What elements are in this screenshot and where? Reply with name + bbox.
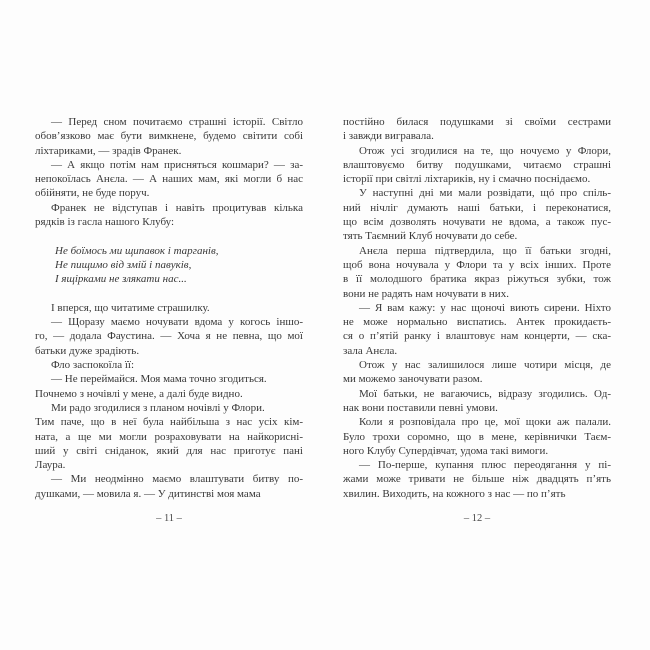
text-line: Тим паче, що в неї була найбільша з нас усіх кім- <box>35 416 303 429</box>
text-line: зала Анєла. <box>343 344 398 357</box>
text-line: го, — додала Фаустина. — Хоча я не певна, що мої <box>35 330 303 343</box>
text-line: Франек не відступав і навіть процитував кілька <box>51 201 303 214</box>
text-line: обійняти, не буде поруч. <box>35 187 150 200</box>
text-line: — Ми неодмінно маємо влаштувати битву по- <box>51 473 303 486</box>
text-line: непокоїлась Анєла. — А наших мам, які могли б нас <box>35 173 303 186</box>
text-line: ного Клубу Супердівчат, удома такі вимоги. <box>343 444 549 457</box>
text-line: І вперся, що читатиме страшилку. <box>51 301 210 314</box>
text-line: — Я вам кажу: у нас щоночі виють сирени. Ніхто <box>359 301 611 314</box>
text-line: вони не радять нам ночувати в них. <box>343 287 509 300</box>
text-line: Лаура. <box>35 459 66 472</box>
page-left <box>35 115 303 524</box>
text-line: — Щоразу маємо ночувати вдома у когось іншо- <box>51 316 303 329</box>
text-line: — А якщо потім нам присняться кошмари? — за- <box>51 158 303 171</box>
line-gap <box>35 287 303 301</box>
text-line: — Не переймайся. Моя мама точно згодиться. <box>51 373 267 386</box>
page-right <box>343 115 611 524</box>
text-line: Не пищимо від змій і павуків, <box>55 258 192 271</box>
text-line: Було трохи соромно, що в мене, керівнички Таєм- <box>343 430 611 443</box>
text-line: ся о п’ятій ранку і влаштовує нам концерти, — ска- <box>343 330 611 343</box>
text-line: історії при світлі ліхтариків, ну і смачно поснідаємо. <box>343 173 591 186</box>
text-line: ната, а ще ми могли розраховувати на найкорисні- <box>35 430 303 443</box>
text-line: Почнемо з ночівлі у мене, а далі буде видно. <box>35 387 243 400</box>
text-line: тять Таємний Клуб ночувати до себе. <box>343 230 518 243</box>
text-line: постійно билася подушками зі своїми сестрами <box>343 116 611 128</box>
line-gap <box>35 229 303 243</box>
text-line: обов’язково має бути вимкнене, будемо світити собі <box>35 130 303 143</box>
text-line: рядків із гасла нашого Клубу: <box>35 216 175 229</box>
text-line: ний нічліг думають наші батьки, і переконатися, <box>343 201 611 214</box>
text-line: хвилин. Виходить, на кожного з нас — по п’ять <box>343 487 566 500</box>
text-line: Коли я розповідала про це, мої щоки аж палали. <box>359 416 611 429</box>
text-line: — Перед сном почитаємо страшні історії. Світло <box>51 116 303 128</box>
text-line: Отож у нас залишилося лише чотири місця, де <box>359 359 611 372</box>
text-line: і завжди вигравала. <box>343 130 434 143</box>
text-line: Не боїмось ми щипавок і тарганів, <box>55 244 219 257</box>
text-line: У наступні дні ми мали розвідати, щó про спіль- <box>359 187 611 200</box>
text-line: Мої батьки, не вагаючись, відразу згодились. Од- <box>359 387 611 400</box>
page-right-text <box>343 115 611 501</box>
text-line: ліхтариками, — зрадів Франек. <box>35 144 182 157</box>
page-left-text <box>35 115 303 501</box>
text-line: Ми радо згодилися з планом ночівлі у Флори. <box>51 401 265 414</box>
text-line: Фло заспокоїла її: <box>51 359 135 372</box>
text-line: — По-перше, купання плюс переодягання у пі- <box>359 459 611 472</box>
text-line: Анєла перша підтвердила, що її батьки згодні, <box>359 244 611 257</box>
text-line: душками, — мовила я. — У дитинстві моя мама <box>35 487 261 500</box>
text-line: влаштовуємо битву подушками, читаємо страшні <box>343 158 611 171</box>
text-line: жами може тривати не більше ніж двадцять п’ять <box>343 473 611 486</box>
text-line: І ящірками не злякати нас... <box>55 273 187 286</box>
page-right-number: – 12 – <box>463 513 491 525</box>
text-line: батьки дуже зрадіють. <box>35 344 140 357</box>
text-line: Отож усі згодилися на те, що ночуємо у Флори, <box>359 144 611 157</box>
text-line: що всім дозволять ночувати не вдома, а також пус- <box>343 216 611 229</box>
text-line: ми можемо заночувати разом. <box>343 373 483 386</box>
text-line: ший у світі сніданок, який для нас приготує пані <box>35 444 303 457</box>
text-line: в її молодшого братика якраз ріжуться зубки, тож <box>343 273 611 286</box>
text-line: не може нормально виспатись. Антек прокидаєть- <box>343 316 611 329</box>
page-left-number: – 11 – <box>156 513 182 525</box>
text-line: щоб вона ночувала у Флори та у всіх інших. Проте <box>343 258 611 271</box>
text-line: нак вони поставили певні умови. <box>343 401 498 414</box>
